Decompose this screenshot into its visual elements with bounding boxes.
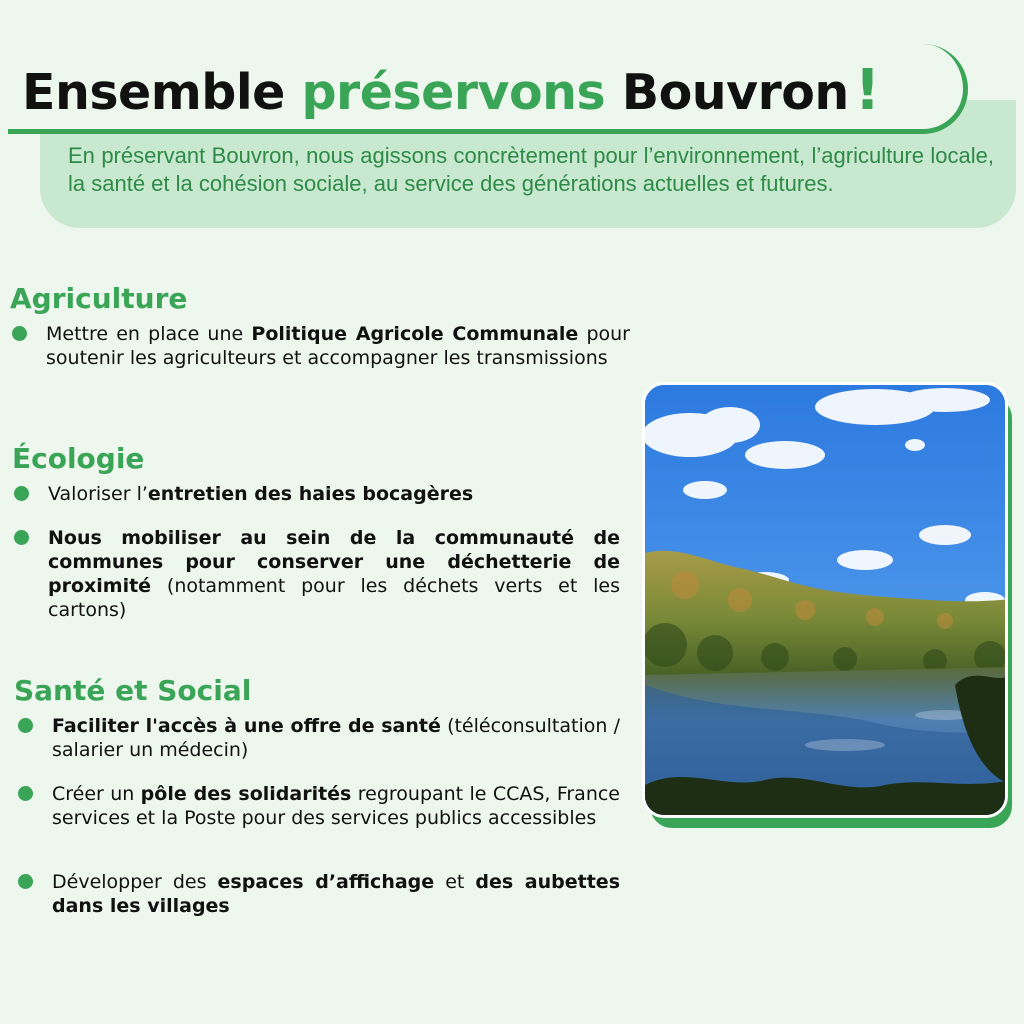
item-text: Créer un [52,783,141,805]
item-bold: Politique Agricole Communale [251,323,579,345]
item-text: regroupant le CCAS, France services et la Poste pour des services publics accessibles [52,783,620,829]
section-title-ecologie: Écologie [12,442,145,475]
list-item [48,526,620,622]
section-title-sante-social: Santé et Social [14,674,252,707]
intro-text: En préservant Bouvron, nous agissons concrètement pour l’environnement, l’agriculture locale, la santé et la cohésion sociale, au service des générations actuelles et futures. [68,143,994,196]
item-text: Développer des [52,871,218,893]
bullet-dot [18,786,33,801]
title-part1: Ensemble [22,64,302,121]
list-item [48,482,620,506]
item-bold: Nous mobiliser au sein de la communauté de communes pour conserver une déchetterie de proximité [48,527,620,597]
lake-autumn-photo [642,382,1008,818]
lake-landscape-icon [645,385,1008,818]
item-text: (notamment pour les déchets verts et les cartons) [48,575,620,621]
item-text: (téléconsultation / salarier un médecin) [52,715,620,761]
bullet-dot [12,326,27,341]
section-title-agriculture: Agriculture [10,282,188,315]
item-bold: Faciliter l'accès à une offre de santé [52,715,441,737]
list-item [46,322,630,370]
page-title [22,58,880,123]
item-bold: des aubettes dans les villages [52,871,621,917]
list-item [52,870,620,918]
title-banner [8,44,968,136]
item-bold: espaces d’affichage [217,871,435,893]
item-text: pour soutenir les agriculteurs et accompagner les transmissions [46,323,630,369]
title-accent: préservons [301,64,606,121]
list-item [52,782,620,830]
photo-frame [642,382,1012,828]
item-text: Mettre en place une [46,323,252,345]
bullet-dot [14,486,29,501]
title-part2: Bouvron [605,64,849,121]
list-item [52,714,620,762]
item-text: et [434,871,476,893]
item-bold: entretien des haies bocagères [147,483,474,505]
item-text: Valoriser l’ [48,483,148,505]
bullet-dot [14,530,29,545]
title-bang: ! [854,58,880,123]
bullet-dot [18,718,33,733]
item-bold: pôle des solidarités [140,783,352,805]
bullet-dot [18,874,33,889]
